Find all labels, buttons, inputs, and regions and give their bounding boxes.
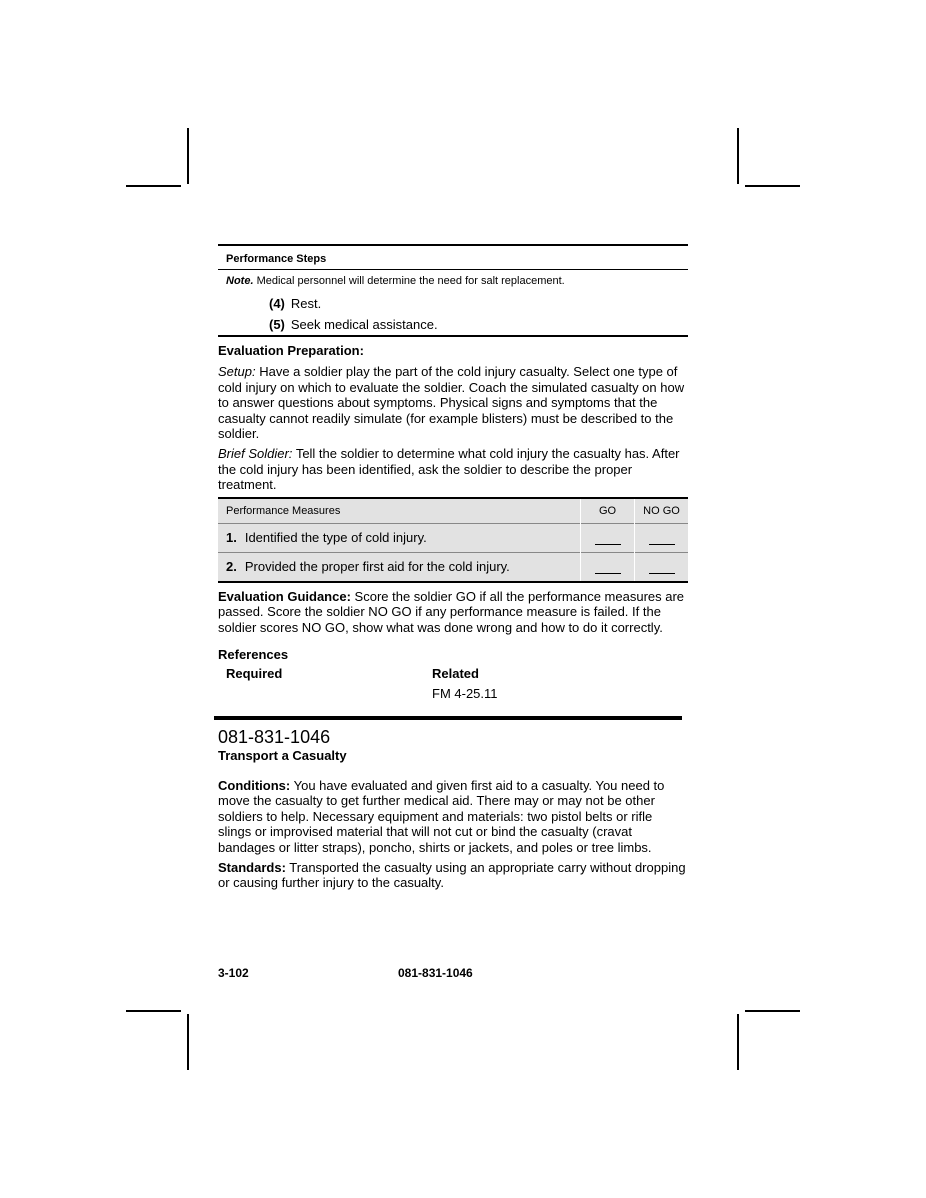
performance-steps-header: Performance Steps — [218, 246, 688, 270]
go-blank — [581, 523, 635, 552]
evaluation-preparation-heading: Evaluation Preparation: — [218, 343, 364, 358]
brief-soldier-paragraph — [218, 446, 688, 493]
standards-paragraph — [218, 860, 688, 891]
standards-text: Transported the casualty using an appropriate carry without dropping or causing further injury to the casualty. — [218, 859, 686, 891]
performance-measures-header: Performance Measures — [226, 504, 341, 517]
crop-mark — [745, 185, 800, 187]
go-header: GO — [581, 498, 635, 524]
table-row — [218, 523, 688, 552]
setup-text: Have a soldier play the part of the cold injury casualty. Select one type of cold injury on which to evaluate the soldier. Coach the simulated casualty on how to answer questions about symptoms. Physical signs and symptoms that the casualty cannot readily simulate (for example blisters) must be described to the soldier. — [218, 364, 685, 442]
step-item — [269, 293, 688, 314]
page-number: 3-102 — [218, 966, 249, 980]
references-heading: References — [218, 646, 289, 662]
setup-paragraph — [218, 364, 688, 442]
note-label: Note. — [226, 275, 254, 287]
references-section — [218, 646, 688, 704]
evaluation-guidance-text: Score the soldier GO if all the performance measures are passed. Score the soldier NO GO if any performance measure is failed. If the soldier scores NO GO, show what was done wrong and how to do it correctly. — [218, 588, 685, 635]
measure-number: 2. — [226, 559, 237, 575]
conditions-label: Conditions: — [218, 777, 291, 793]
nogo-blank — [635, 523, 689, 552]
footer-task-ref: 081-831-1046 — [398, 966, 473, 980]
brief-soldier-text: Tell the soldier to determine what cold injury the casualty has. After the cold injury has been identified, ask the soldier to describe the proper treatment. — [218, 445, 680, 493]
step-text: Seek medical assistance. — [290, 317, 438, 332]
crop-mark — [187, 128, 189, 184]
step-item — [269, 314, 688, 335]
related-label: Related — [432, 665, 479, 681]
crop-mark — [126, 1010, 181, 1012]
references-columns — [218, 664, 688, 684]
table-header-row — [218, 498, 688, 524]
brief-soldier-label: Brief Soldier: — [218, 445, 293, 461]
measure-text: Provided the proper first aid for the cold injury. — [244, 559, 510, 575]
measure-cell — [218, 552, 581, 582]
standards-label: Standards: — [218, 859, 286, 875]
performance-steps-section — [218, 244, 688, 337]
document-page — [218, 244, 688, 895]
crop-mark — [745, 1010, 800, 1012]
section-divider — [214, 716, 682, 720]
note-text: Medical personnel will determine the need for salt replacement. — [256, 275, 565, 287]
crop-mark — [187, 1014, 189, 1070]
evaluation-guidance-paragraph — [218, 589, 688, 636]
go-blank — [581, 552, 635, 582]
note — [218, 270, 688, 293]
step-text: Rest. — [290, 296, 322, 311]
measure-number: 1. — [226, 530, 237, 546]
conditions-paragraph — [218, 778, 688, 856]
conditions-text: You have evaluated and given first aid to a casualty. You need to move the casualty to get further medical aid. There may or may not be other soldiers to help. Necessary equipment and materials: two pistol belts or rifle slings or improvised material that will not cut or bind the casualty (cravat bandages or litter straps), poncho, shirts or jackets, and poles or tree limbs. — [218, 777, 665, 855]
step-number: (5) — [269, 317, 285, 332]
measure-text: Identified the type of cold injury. — [244, 530, 427, 546]
table-row — [218, 552, 688, 582]
crop-mark — [737, 128, 739, 184]
evaluation-guidance-label: Evaluation Guidance: — [218, 588, 351, 604]
task-number: 081-831-1046 — [218, 726, 331, 747]
crop-mark — [126, 185, 181, 187]
measure-cell — [218, 523, 581, 552]
divider — [218, 335, 688, 337]
setup-label: Setup: — [218, 364, 256, 379]
required-label: Required — [226, 665, 283, 681]
performance-measures-table — [218, 497, 688, 583]
crop-mark — [737, 1014, 739, 1070]
nogo-blank — [635, 552, 689, 582]
task-title: Transport a Casualty — [218, 747, 347, 763]
nogo-header: NO GO — [635, 498, 689, 524]
related-reference: FM 4-25.11 — [432, 685, 498, 701]
step-number: (4) — [269, 296, 285, 311]
